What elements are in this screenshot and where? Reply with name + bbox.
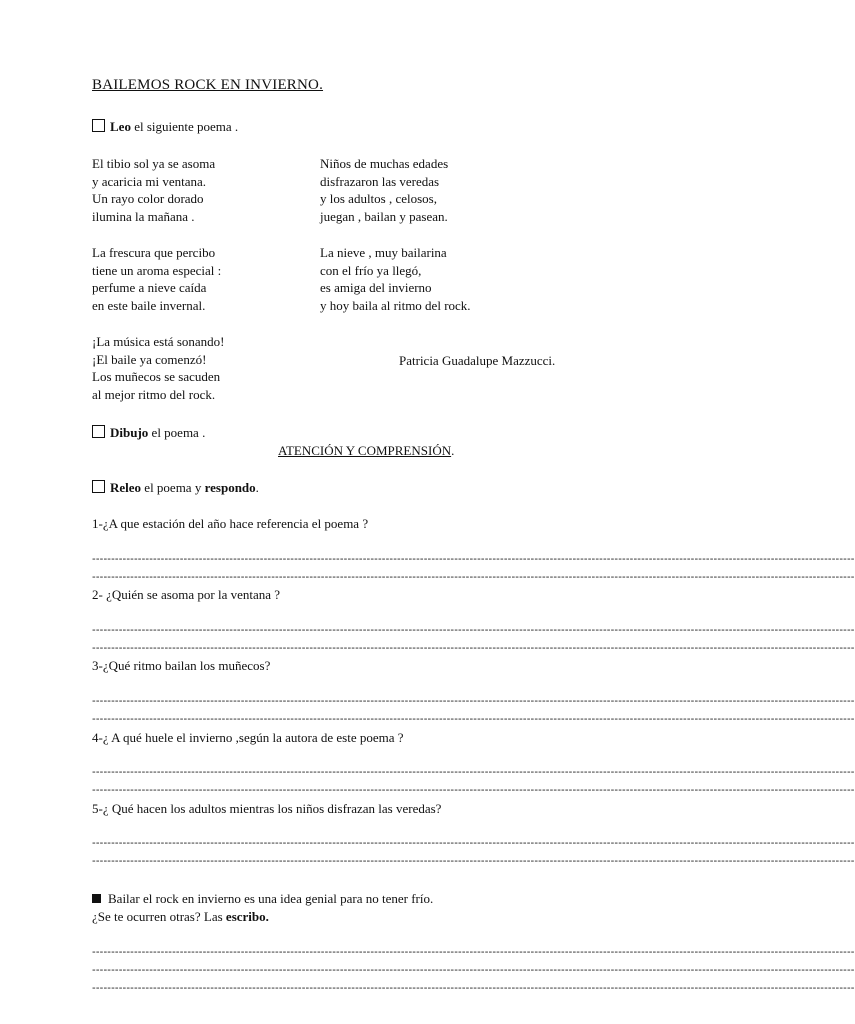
poem-line: es amiga del invierno (320, 280, 432, 295)
answer-line[interactable]: -------------------------------------------------------------------------------------------------------------------------------------------------------------------------------------------------------- (92, 964, 855, 976)
section-heading (278, 442, 454, 460)
answer-line[interactable]: -------------------------------------------------------------------------------------------------------------------------------------------------------------------------------------------------------- (92, 553, 855, 565)
instruction-read-text: el siguiente poema . (130, 119, 239, 134)
final-task-text-2-bold: escribo. (225, 909, 269, 924)
answer-line[interactable]: -------------------------------------------------------------------------------------------------------------------------------------------------------------------------------------------------------- (92, 837, 855, 849)
answer-line[interactable]: -------------------------------------------------------------------------------------------------------------------------------------------------------------------------------------------------------- (92, 695, 855, 707)
answer-line[interactable]: -------------------------------------------------------------------------------------------------------------------------------------------------------------------------------------------------------- (92, 946, 855, 958)
answer-line[interactable]: -------------------------------------------------------------------------------------------------------------------------------------------------------------------------------------------------------- (92, 624, 855, 636)
question-3: 3-¿Qué ritmo bailan los muñecos? (92, 658, 271, 673)
poem-line: perfume a nieve caída (92, 280, 207, 295)
instruction-read-bold: Leo (110, 119, 131, 134)
section-heading-dot: . (451, 443, 455, 458)
poem-line: Los muñecos se sacuden (92, 369, 221, 384)
poem-line: El tibio sol ya se asoma (92, 156, 216, 171)
answer-line[interactable]: -------------------------------------------------------------------------------------------------------------------------------------------------------------------------------------------------------- (92, 642, 855, 654)
checkbox-icon (92, 480, 105, 493)
poem-line: ¡El baile ya comenzó! (92, 351, 207, 367)
poem-line: con el frío ya llegó, (320, 262, 422, 278)
poem-line: y los adultos , celosos, (320, 191, 437, 206)
final-task-line-2 (92, 908, 269, 926)
poem-stanza-right-2 (320, 244, 471, 314)
final-task-text-1: Bailar el rock en invierno es una idea genial para no tener frío. (108, 891, 434, 906)
instruction-draw-bold: Dibujo (110, 425, 149, 440)
answer-line[interactable]: -------------------------------------------------------------------------------------------------------------------------------------------------------------------------------------------------------- (92, 571, 855, 583)
checkbox-icon (92, 119, 105, 132)
poem-line: juegan , bailan y pasean. (320, 208, 448, 224)
instruction-draw (92, 424, 205, 442)
poem-line: Un rayo color dorado (92, 191, 204, 206)
instruction-reread-mid: el poema y (141, 480, 205, 495)
poem-line: La nieve , muy bailarina (320, 245, 447, 260)
poem-line: Niños de muchas edades (320, 156, 449, 171)
filled-square-bullet-icon (92, 894, 101, 903)
poem-stanza-right-1 (320, 155, 448, 225)
instruction-read (92, 118, 238, 136)
instruction-reread-bold-1: Releo (110, 480, 142, 495)
final-task-line-1 (92, 890, 433, 908)
answer-line[interactable]: -------------------------------------------------------------------------------------------------------------------------------------------------------------------------------------------------------- (92, 982, 855, 994)
question-4: 4-¿ A qué huele el invierno ,según la autora de este poema ? (92, 730, 404, 745)
answer-line[interactable]: -------------------------------------------------------------------------------------------------------------------------------------------------------------------------------------------------------- (92, 766, 855, 778)
answer-line[interactable]: -------------------------------------------------------------------------------------------------------------------------------------------------------------------------------------------------------- (92, 855, 855, 867)
question-5: 5-¿ Qué hacen los adultos mientras los niños disfrazan las veredas? (92, 801, 442, 816)
poem-line: tiene un aroma especial : (92, 262, 222, 278)
poem-stanza-left-3 (92, 333, 224, 403)
instruction-draw-text: el poema . (148, 425, 206, 440)
final-task-text-2: ¿Se te ocurren otras? Las (92, 909, 226, 924)
poem-line: La frescura que percibo (92, 245, 216, 260)
poem-line: disfrazaron las veredas (320, 173, 440, 189)
page-title: BAILEMOS ROCK EN INVIERNO. (92, 77, 324, 93)
instruction-reread-bold-2: respondo (204, 480, 256, 495)
answer-line[interactable]: -------------------------------------------------------------------------------------------------------------------------------------------------------------------------------------------------------- (92, 784, 855, 796)
instruction-reread (92, 479, 259, 497)
poem-line: ilumina la mañana . (92, 208, 195, 224)
instruction-reread-end: . (255, 480, 259, 495)
poem-line: y hoy baila al ritmo del rock. (320, 297, 471, 313)
poem-line: al mejor ritmo del rock. (92, 386, 216, 402)
checkbox-icon (92, 425, 105, 438)
poem-author: Patricia Guadalupe Mazzucci. (399, 353, 556, 368)
section-heading-text: ATENCIÓN Y COMPRENSIÓN (278, 443, 452, 458)
poem-line: en este baile invernal. (92, 297, 206, 313)
poem-line: y acaricia mi ventana. (92, 173, 207, 189)
poem-line: ¡La música está sonando! (92, 334, 225, 349)
answer-line[interactable]: -------------------------------------------------------------------------------------------------------------------------------------------------------------------------------------------------------- (92, 713, 855, 725)
poem-stanza-left-1 (92, 155, 215, 225)
poem-stanza-left-2 (92, 244, 221, 314)
question-1: 1-¿A que estación del año hace referencia el poema ? (92, 516, 369, 531)
question-2: 2- ¿Quién se asoma por la ventana ? (92, 587, 281, 602)
